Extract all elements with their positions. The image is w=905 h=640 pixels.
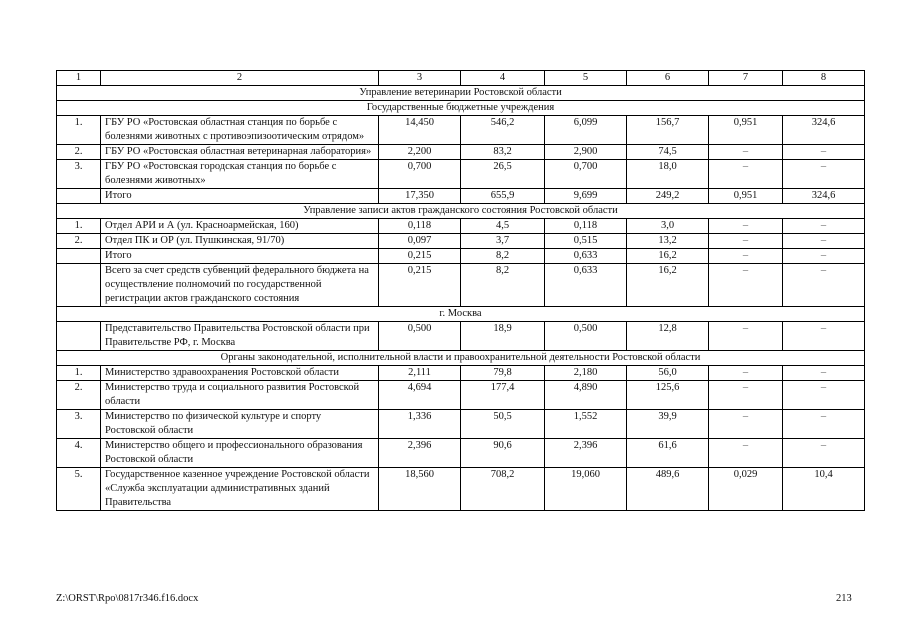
value-cell: –	[783, 219, 865, 234]
table-row	[57, 381, 865, 410]
table-row	[57, 249, 865, 264]
header-cell: 8	[783, 71, 865, 86]
row-name: Министерство здравоохранения Ростовской области	[101, 366, 379, 381]
value-cell: 74,5	[627, 145, 709, 160]
row-name: Министерство по физической культуре и спорту Ростовской области	[101, 410, 379, 439]
value-cell: 8,2	[461, 264, 545, 307]
value-cell: –	[709, 160, 783, 189]
row-number	[57, 189, 101, 204]
value-cell: –	[709, 234, 783, 249]
value-cell: 324,6	[783, 189, 865, 204]
header-cell: 4	[461, 71, 545, 86]
section-title: Государственные бюджетные учреждения	[57, 101, 865, 116]
header-cell: 5	[545, 71, 627, 86]
row-name: ГБУ РО «Ростовская областная ветеринарная лаборатория»	[101, 145, 379, 160]
row-name: ГБУ РО «Ростовская областная станция по борьбе с болезнями животных с противоэпизоотическим отрядом»	[101, 116, 379, 145]
value-cell: 0,633	[545, 264, 627, 307]
row-name: Отдел АРИ и А (ул. Красноармейская, 160)	[101, 219, 379, 234]
value-cell: 0,215	[379, 264, 461, 307]
table-row	[57, 322, 865, 351]
table-row	[57, 366, 865, 381]
value-cell: 249,2	[627, 189, 709, 204]
value-cell: 156,7	[627, 116, 709, 145]
value-cell: 39,9	[627, 410, 709, 439]
row-number	[57, 249, 101, 264]
row-name: Всего за счет средств субвенций федерального бюджета на осуществление полномочий по государственной регистрации актов гражданского состояния	[101, 264, 379, 307]
value-cell: –	[709, 322, 783, 351]
row-number: 3.	[57, 160, 101, 189]
value-cell: 0,700	[545, 160, 627, 189]
value-cell: 79,8	[461, 366, 545, 381]
value-cell: 2,900	[545, 145, 627, 160]
value-cell: 90,6	[461, 439, 545, 468]
value-cell: 0,951	[709, 116, 783, 145]
value-cell: 16,2	[627, 264, 709, 307]
value-cell: 0,951	[709, 189, 783, 204]
value-cell: –	[783, 381, 865, 410]
value-cell: 0,097	[379, 234, 461, 249]
value-cell: 56,0	[627, 366, 709, 381]
value-cell: 4,694	[379, 381, 461, 410]
header-cell: 1	[57, 71, 101, 86]
value-cell: 1,336	[379, 410, 461, 439]
value-cell: 13,2	[627, 234, 709, 249]
row-number: 2.	[57, 381, 101, 410]
row-name: Представительство Правительства Ростовской области при Правительстве РФ, г. Москва	[101, 322, 379, 351]
row-number: 2.	[57, 145, 101, 160]
value-cell: 0,215	[379, 249, 461, 264]
value-cell: –	[783, 249, 865, 264]
footer-page-number: 213	[836, 593, 852, 604]
budget-table	[56, 70, 865, 511]
table-row	[57, 189, 865, 204]
value-cell: 708,2	[461, 468, 545, 511]
value-cell: –	[783, 160, 865, 189]
value-cell: 2,396	[545, 439, 627, 468]
row-name: ГБУ РО «Ростовская городская станция по борьбе с болезнями животных»	[101, 160, 379, 189]
value-cell: 489,6	[627, 468, 709, 511]
value-cell: 83,2	[461, 145, 545, 160]
table-row	[57, 116, 865, 145]
row-number	[57, 264, 101, 307]
value-cell: –	[709, 381, 783, 410]
value-cell: 12,8	[627, 322, 709, 351]
value-cell: 18,9	[461, 322, 545, 351]
section-title: Органы законодательной, исполнительной власти и правоохранительной деятельности Ростовской области	[57, 351, 865, 366]
value-cell: 0,118	[545, 219, 627, 234]
section-title: Управление ветеринарии Ростовской области	[57, 86, 865, 101]
value-cell: 2,396	[379, 439, 461, 468]
value-cell: –	[783, 366, 865, 381]
value-cell: 1,552	[545, 410, 627, 439]
value-cell: –	[709, 219, 783, 234]
header-cell: 6	[627, 71, 709, 86]
row-number: 1.	[57, 219, 101, 234]
row-name: Итого	[101, 249, 379, 264]
row-number: 5.	[57, 468, 101, 511]
section-header-row	[57, 101, 865, 116]
row-name: Итого	[101, 189, 379, 204]
section-header-row	[57, 307, 865, 322]
section-header-row	[57, 86, 865, 101]
value-cell: –	[709, 439, 783, 468]
value-cell: 177,4	[461, 381, 545, 410]
value-cell: 125,6	[627, 381, 709, 410]
value-cell: –	[709, 249, 783, 264]
row-number: 4.	[57, 439, 101, 468]
header-cell: 2	[101, 71, 379, 86]
value-cell: –	[783, 410, 865, 439]
value-cell: 8,2	[461, 249, 545, 264]
value-cell: –	[783, 264, 865, 307]
row-number: 3.	[57, 410, 101, 439]
value-cell: 2,111	[379, 366, 461, 381]
value-cell: 18,0	[627, 160, 709, 189]
row-number: 2.	[57, 234, 101, 249]
row-name: Министерство труда и социального развития Ростовской области	[101, 381, 379, 410]
value-cell: 324,6	[783, 116, 865, 145]
value-cell: 26,5	[461, 160, 545, 189]
row-name: Государственное казенное учреждение Ростовской области «Служба эксплуатации административных зданий Правительства	[101, 468, 379, 511]
value-cell: 9,699	[545, 189, 627, 204]
value-cell: 17,350	[379, 189, 461, 204]
table-body	[57, 71, 865, 511]
section-title: Управление записи актов гражданского состояния Ростовской области	[57, 204, 865, 219]
value-cell: 3,0	[627, 219, 709, 234]
table-row	[57, 410, 865, 439]
value-cell: 4,5	[461, 219, 545, 234]
footer-file-path: Z:\ORST\Rpo\0817r346.f16.docx	[56, 593, 199, 604]
row-number	[57, 322, 101, 351]
table-row	[57, 234, 865, 249]
value-cell: 50,5	[461, 410, 545, 439]
row-name: Министерство общего и профессионального образования Ростовской области	[101, 439, 379, 468]
value-cell: 0,500	[379, 322, 461, 351]
value-cell: 0,500	[545, 322, 627, 351]
value-cell: –	[709, 410, 783, 439]
table-row	[57, 468, 865, 511]
section-header-row	[57, 351, 865, 366]
value-cell: 18,560	[379, 468, 461, 511]
value-cell: 2,180	[545, 366, 627, 381]
value-cell: –	[709, 264, 783, 307]
row-name: Отдел ПК и ОР (ул. Пушкинская, 91/70)	[101, 234, 379, 249]
value-cell: 0,633	[545, 249, 627, 264]
row-number: 1.	[57, 116, 101, 145]
header-row	[57, 71, 865, 86]
value-cell: 0,515	[545, 234, 627, 249]
value-cell: –	[783, 145, 865, 160]
table-row	[57, 160, 865, 189]
value-cell: –	[709, 366, 783, 381]
value-cell: 2,200	[379, 145, 461, 160]
value-cell: 655,9	[461, 189, 545, 204]
value-cell: –	[783, 439, 865, 468]
section-header-row	[57, 204, 865, 219]
table-row	[57, 219, 865, 234]
table-row	[57, 264, 865, 307]
value-cell: 3,7	[461, 234, 545, 249]
value-cell: 4,890	[545, 381, 627, 410]
value-cell: 14,450	[379, 116, 461, 145]
value-cell: 0,118	[379, 219, 461, 234]
value-cell: 6,099	[545, 116, 627, 145]
row-number: 1.	[57, 366, 101, 381]
value-cell: 0,700	[379, 160, 461, 189]
value-cell: 19,060	[545, 468, 627, 511]
value-cell: 10,4	[783, 468, 865, 511]
value-cell: 61,6	[627, 439, 709, 468]
header-cell: 7	[709, 71, 783, 86]
value-cell: –	[783, 322, 865, 351]
table-row	[57, 439, 865, 468]
value-cell: –	[783, 234, 865, 249]
header-cell: 3	[379, 71, 461, 86]
section-title: г. Москва	[57, 307, 865, 322]
value-cell: 546,2	[461, 116, 545, 145]
value-cell: –	[709, 145, 783, 160]
value-cell: 16,2	[627, 249, 709, 264]
value-cell: 0,029	[709, 468, 783, 511]
table-row	[57, 145, 865, 160]
